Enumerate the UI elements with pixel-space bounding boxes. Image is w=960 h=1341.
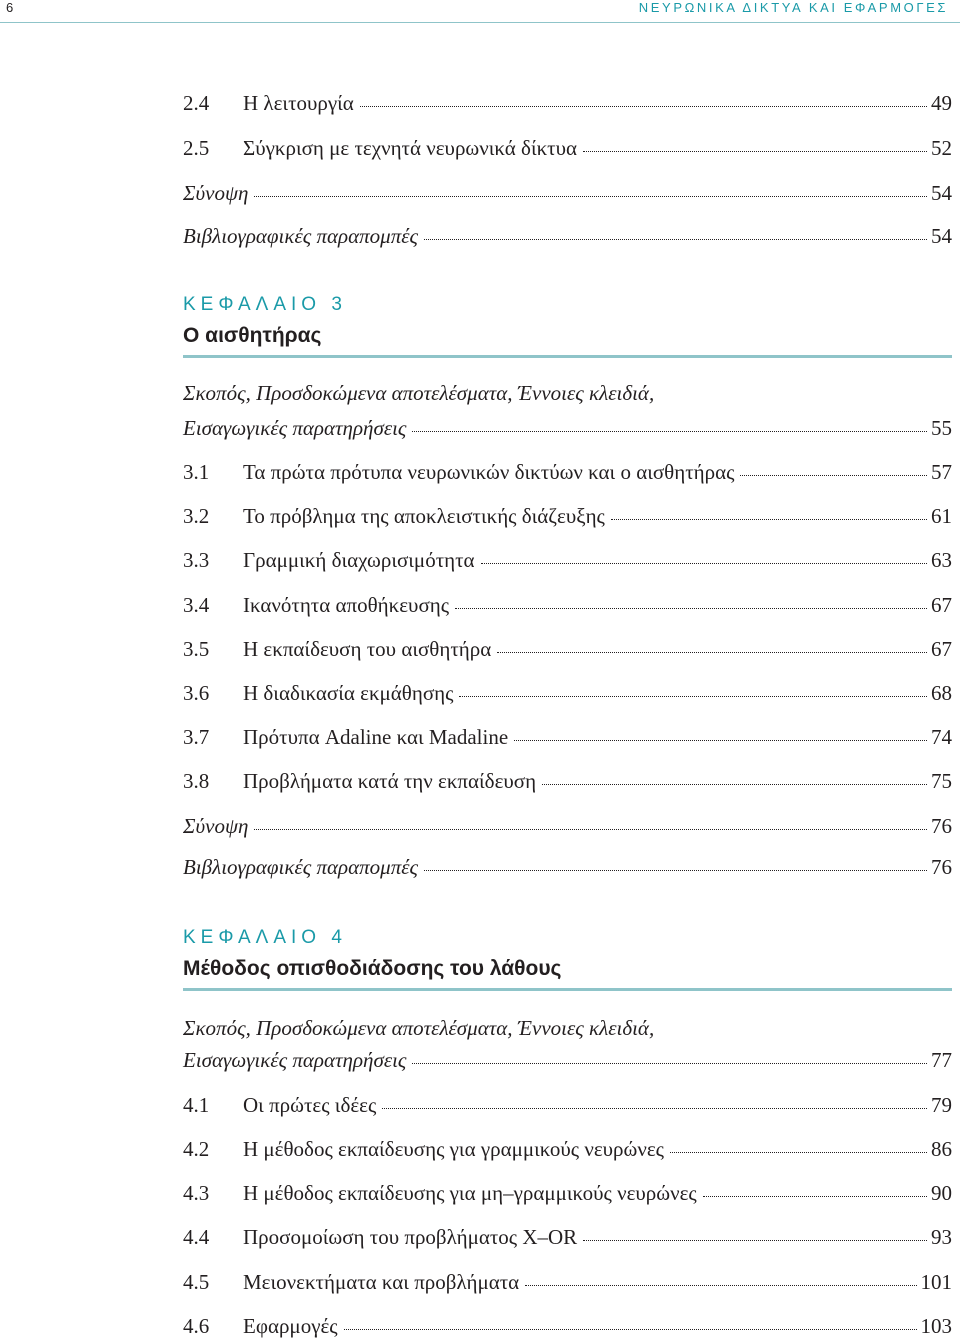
toc-entry[interactable] (183, 545, 952, 575)
toc-entry-title: Σύνοψη (183, 814, 249, 838)
toc-entry-title: Εφαρμογές (243, 1314, 338, 1338)
toc-entry-page: 63 (931, 548, 952, 572)
toc-entry-page: 76 (931, 855, 952, 879)
toc-entry-summary[interactable] (183, 811, 952, 841)
toc-entry-number: 4.4 (183, 1225, 210, 1249)
toc-entry[interactable] (183, 634, 952, 664)
toc-entry-title: Σύνοψη (183, 181, 249, 205)
dot-leader (412, 1062, 927, 1064)
chapter-intro-line: Σκοπός, Προσδοκώμενα αποτελέσματα, Έννοιες κλειδιά, (183, 381, 655, 405)
toc-entry-page: 57 (931, 460, 952, 484)
toc-entry-title: Η μέθοδος εκπαίδευσης για γραμμικούς νευρώνες (243, 1137, 664, 1161)
toc-entry-title: Πρότυπα Adaline και Madaline (243, 725, 509, 749)
toc-entry-title: Η εκπαίδευση του αισθητήρα (243, 637, 492, 661)
chapter-label: ΚΕΦΑΛΑΙΟ 3 (183, 294, 347, 315)
toc-entry[interactable] (183, 678, 952, 708)
toc-entry-summary[interactable] (183, 178, 952, 208)
toc-entry[interactable] (183, 766, 952, 796)
toc-entry-references[interactable] (183, 852, 952, 882)
dot-leader (514, 739, 927, 741)
toc-entry-number: 3.5 (183, 637, 210, 661)
toc-entry-title: Εισαγωγικές παρατηρήσεις (183, 1048, 407, 1072)
toc-entry-number: 2.5 (183, 136, 210, 160)
dot-leader (481, 562, 927, 564)
dot-leader (459, 695, 927, 697)
running-header (0, 0, 960, 23)
toc-entry-number: 3.1 (183, 460, 210, 484)
dot-leader (583, 150, 927, 152)
toc-entry-references[interactable] (183, 221, 952, 251)
toc-entry-number: 3.7 (183, 725, 210, 749)
toc-entry-page: 67 (931, 637, 952, 661)
toc-entry-page: 54 (931, 224, 952, 248)
toc-entry-page: 68 (931, 681, 952, 705)
chapter-title: Ο αισθητήρας (183, 324, 322, 347)
toc-entry-title: Γραμμική διαχωρισιμότητα (243, 548, 475, 572)
toc-entry[interactable] (183, 1134, 952, 1164)
toc-entry-page: 55 (931, 416, 952, 440)
toc-entry-page: 93 (931, 1225, 952, 1249)
toc-entry[interactable] (183, 722, 952, 752)
dot-leader (497, 651, 927, 653)
toc-entry-page: 76 (931, 814, 952, 838)
toc-entry[interactable] (183, 590, 952, 620)
toc-entry-page: 52 (931, 136, 952, 160)
toc-entry-number: 4.6 (183, 1314, 210, 1338)
toc-entry-page: 61 (931, 504, 952, 528)
toc-entry-title: Προσομοίωση του προβλήματος X–OR (243, 1225, 578, 1249)
toc-entry-title: Βιβλιογραφικές παραπομπές (183, 855, 419, 879)
dot-leader (344, 1328, 917, 1330)
toc-entry-number: 4.5 (183, 1270, 210, 1294)
toc-entry-page: 74 (931, 725, 952, 749)
chapter-label: ΚΕΦΑΛΑΙΟ 4 (183, 927, 347, 948)
dot-leader (740, 474, 927, 476)
page-number: 6 (6, 0, 14, 15)
dot-leader (703, 1195, 927, 1197)
running-head-title: ΝΕΥΡΩΝΙΚΑ ΔΙΚΤΥΑ ΚΑΙ ΕΦΑΡΜΟΓΕΣ (638, 0, 948, 15)
dot-leader (525, 1284, 916, 1286)
dot-leader (611, 518, 927, 520)
toc-entry-title: Ικανότητα αποθήκευσης (243, 593, 450, 617)
dot-leader (542, 783, 927, 785)
toc-entry-title: Η λειτουργία (243, 91, 354, 115)
toc-entry-page: 101 (920, 1270, 952, 1294)
dot-leader (424, 238, 927, 240)
chapter-divider (183, 988, 952, 991)
toc-entry-title: Το πρόβλημα της αποκλειστικής διάζευξης (243, 504, 605, 528)
toc-entry-title: Προβλήματα κατά την εκπαίδευση (243, 769, 537, 793)
dot-leader (583, 1239, 927, 1241)
dot-leader (254, 828, 927, 830)
toc-entry-page: 86 (931, 1137, 952, 1161)
toc-entry-page: 67 (931, 593, 952, 617)
toc-entry[interactable] (183, 1311, 952, 1341)
toc-entry-number: 4.1 (183, 1093, 210, 1117)
toc-entry[interactable] (183, 133, 952, 163)
toc-entry[interactable] (183, 501, 952, 531)
toc-entry[interactable] (183, 1222, 952, 1252)
toc-entry-title: Εισαγωγικές παρατηρήσεις (183, 416, 407, 440)
dot-leader (360, 105, 927, 107)
toc-entry-number: 3.3 (183, 548, 210, 572)
toc-entry-title: Η διαδικασία εκμάθησης (243, 681, 454, 705)
toc-entry[interactable] (183, 1178, 952, 1208)
toc-entry-page: 54 (931, 181, 952, 205)
toc-entry-page: 90 (931, 1181, 952, 1205)
toc-entry-number: 3.8 (183, 769, 210, 793)
dot-leader (455, 607, 927, 609)
toc-entry-title: Τα πρώτα πρότυπα νευρωνικών δικτύων και ο αισθητήρας (243, 460, 735, 484)
toc-entry-page: 77 (931, 1048, 952, 1072)
toc-entry-number: 2.4 (183, 91, 210, 115)
chapter-divider (183, 355, 952, 358)
toc-entry-number: 3.2 (183, 504, 210, 528)
dot-leader (424, 869, 927, 871)
toc-entry-title: Σύγκριση με τεχνητά νευρωνικά δίκτυα (243, 136, 578, 160)
toc-entry-number: 3.4 (183, 593, 210, 617)
toc-entry-number: 3.6 (183, 681, 210, 705)
toc-entry-number: 4.3 (183, 1181, 210, 1205)
toc-entry-page: 79 (931, 1093, 952, 1117)
toc-entry-title: Μειονεκτήματα και προβλήματα (243, 1270, 520, 1294)
toc-entry-page: 49 (931, 91, 952, 115)
toc-entry[interactable] (183, 88, 952, 118)
toc-entry-page: 75 (931, 769, 952, 793)
toc-entry-page: 103 (920, 1314, 952, 1338)
chapter-intro-line: Σκοπός, Προσδοκώμενα αποτελέσματα, Έννοιες κλειδιά, (183, 1016, 655, 1040)
dot-leader (412, 430, 927, 432)
toc-entry-title: Οι πρώτες ιδέες (243, 1093, 377, 1117)
dot-leader (670, 1151, 927, 1153)
dot-leader (254, 195, 927, 197)
toc-entry-intro[interactable] (183, 1045, 952, 1075)
chapter-title: Μέθοδος οπισθοδιάδοσης του λάθους (183, 957, 562, 980)
toc-entry[interactable] (183, 457, 952, 487)
toc-entry[interactable] (183, 1090, 952, 1120)
toc-entry-intro[interactable] (183, 413, 952, 443)
toc-entry-title: Βιβλιογραφικές παραπομπές (183, 224, 419, 248)
toc-entry[interactable] (183, 1267, 952, 1297)
toc-entry-title: Η μέθοδος εκπαίδευσης για μη–γραμμικούς νευρώνες (243, 1181, 697, 1205)
dot-leader (382, 1107, 927, 1109)
toc-entry-number: 4.2 (183, 1137, 210, 1161)
